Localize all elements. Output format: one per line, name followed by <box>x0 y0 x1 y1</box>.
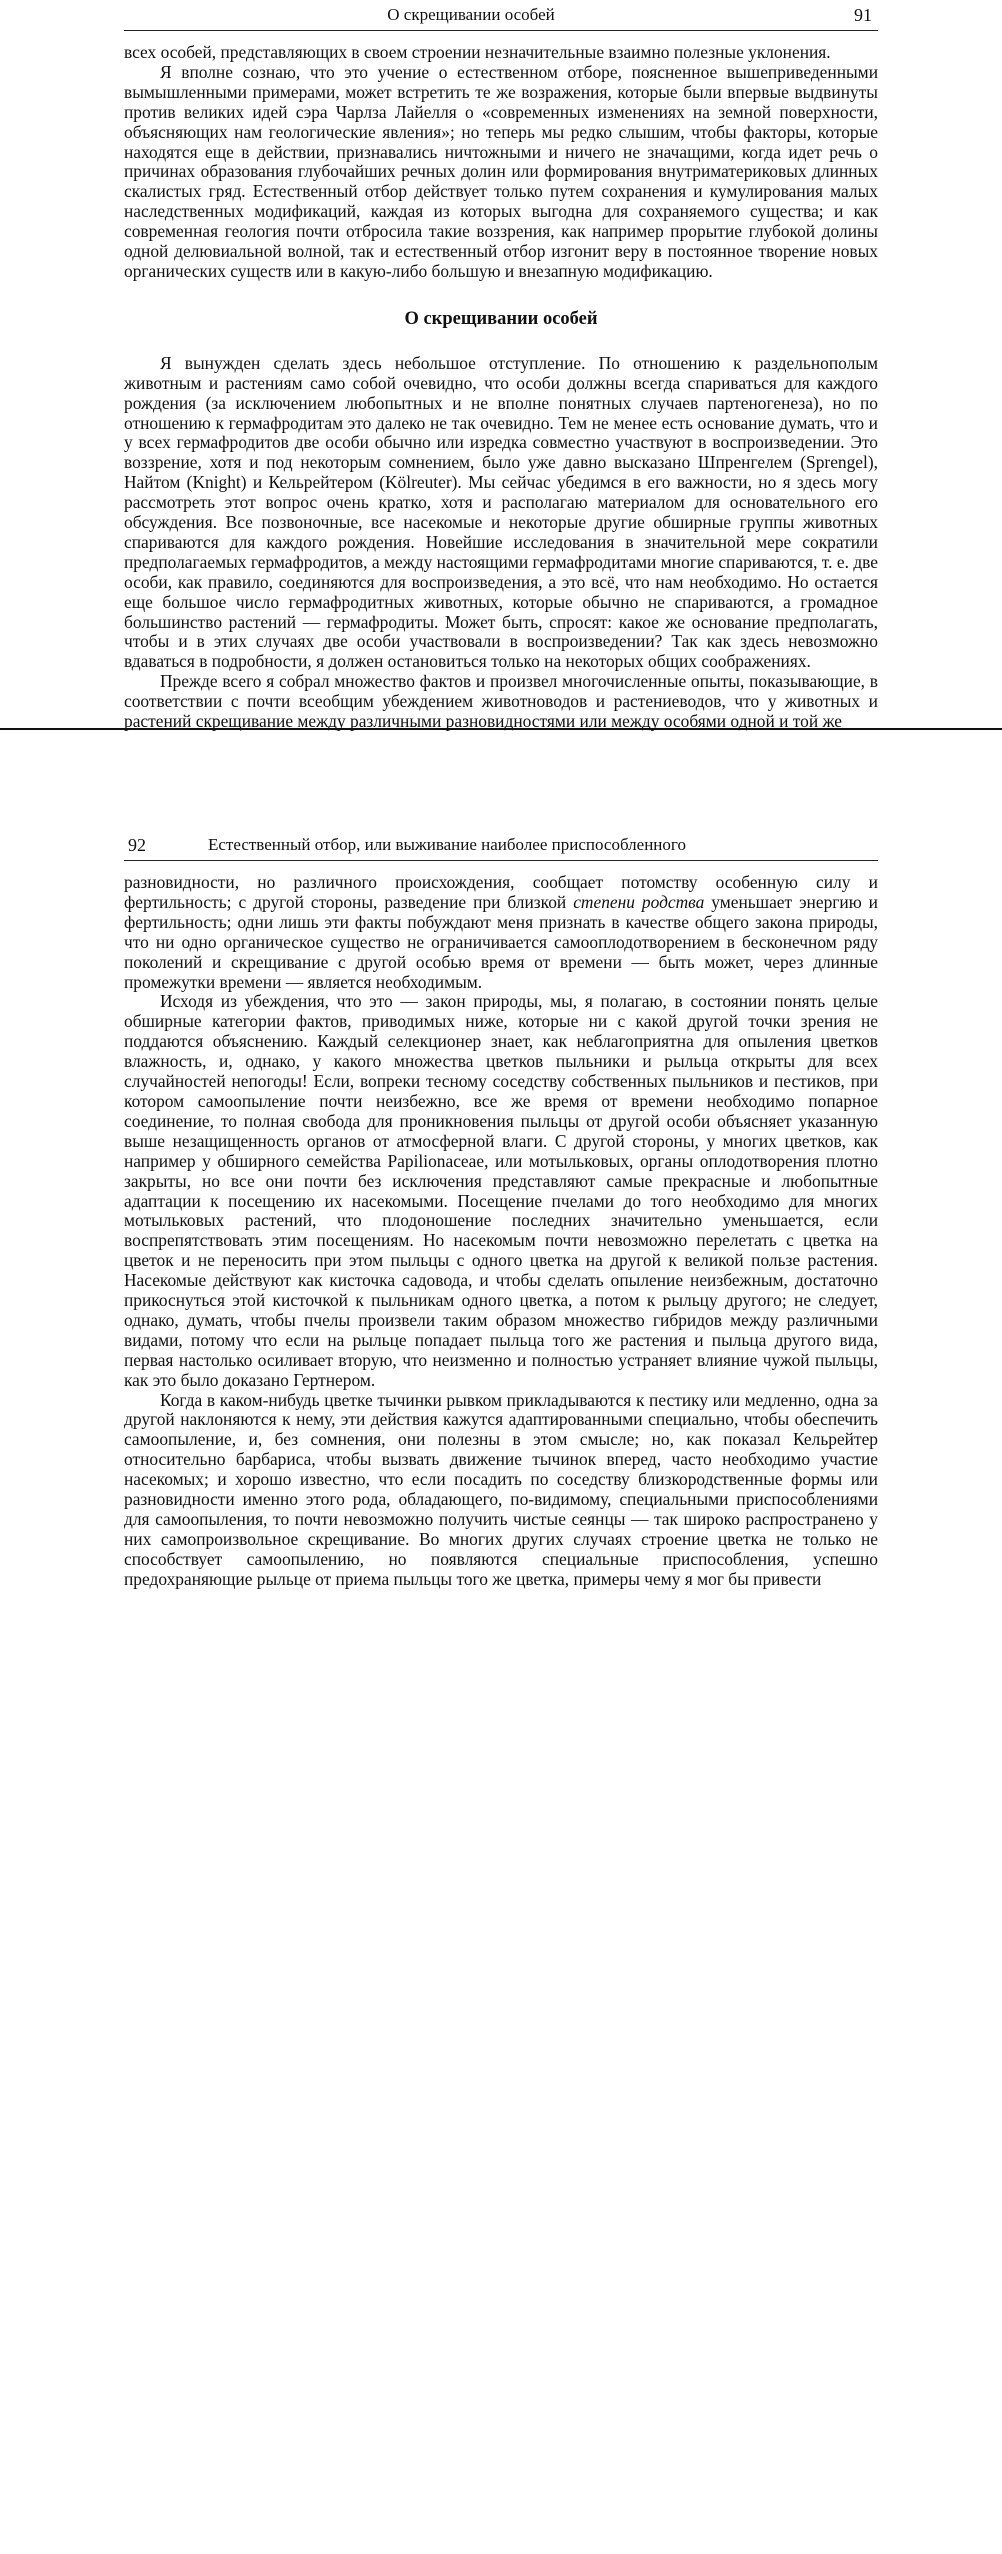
text-run: уменьшает энергию и фертильность; одни лишь эти факты побуждают меня признать в качестве общего закона природы, что ни одно органическое существо не ограничивается самооплодотворением в бесконечном ряду поколений и скрещивание с другой особью время от времени — быть может, через длинные промежутки времени — является необходимым. <box>124 891 878 992</box>
page-number: 92 <box>128 835 146 855</box>
section-heading: О скрещивании особей <box>404 308 598 329</box>
paragraph: Исходя из убеждения, что это — закон природы, мы, я полагаю, в состоянии понять целые обширные категории фактов, приводимых ниже, которые ни с какой другой точки зрения не поддаются объяснению. Каждый селекционер знает, как неблагоприятна для опыления цветков влажность, и, однако, у какого множества цветков пыльники и рыльца открыты для всех случайностей непогоды! Если, вопреки тесному соседству собственных пыльников и пестиков, при котором самоопыление почти неизбежно, все же время от времени необходимо попарное соединение, то полная свобода для проникновения пыльцы от другой особи объясняет указанную выше незащищенность органов от атмосферной влаги. С другой стороны, у многих цветков, как например у обширного семейства Papilionaceae, или мотыльковых, органы оплодотворения плотно закрыты, но все они почти без исключения представляют самые прекрасные и любопытные адаптации к посещению их насекомыми. Посещение пчелами до того необходимо для многих мотыльковых растений, что плодоношение последних значительно уменьшается, если воспрепятствовать этим посещениям. Но насекомым почти невозможно перелетать с цветка на цветок и не переносить при этом пыльцы с одного цветка на другой к великой пользе растения. Насекомые действуют как кисточка садовода, и чтобы сделать опыление неизбежным, достаточно прикоснуться этой кисточкой к пыльникам одного цветка, а потом к рыльцу другого; не следует, однако, думать, чтобы пчелы произвели таким образом множество гибридов между различными видами, потому что если на рыльце попадает пыльца того же растения и пыльца другого вида, первая настолько осиливает вторую, что неизменно и полностью устраняет влияние чужой пыльцы, как это было доказано Гертнером. <box>124 991 878 1390</box>
page-92 <box>124 830 878 1590</box>
paragraph: Когда в каком-нибудь цветке тычинки рывком прикладываются к пестику или медленно, одна за другой наклоняются к нему, эти действия кажутся адаптированными специально, чтобы обеспечить самоопыление, и, без сомнения, они полезны в этом смысле; но, как показал Кельрейтер относительно барбариса, чтобы вызвать движение тычинок вперед, часто необходимо участие насекомых; и хорошо известно, что если посадить по соседству близкородственные формы или разновидности именно этого рода, обладающего, по-видимому, специальными приспособлениями для самоопыления, то почти невозможно получить чистые сеянцы — так широко распространено у них самопроизвольное скрещивание. Во многих других случаях строение цветка не только не способствует самоопылению, но появляются специальные приспособления, успешно предохраняющие рыльце от приема пыльцы того же цветка, примеры чему я мог бы привести <box>124 1389 878 1589</box>
running-header-title: О скрещивании особей <box>387 5 555 24</box>
italic-text: степени родства <box>573 891 705 912</box>
paragraph: Я вынужден сделать здесь небольшое отступление. По отношению к раздельнополым животным и растениям само собой очевидно, что особи должны всегда спариваться для каждого рождения (за исключением любопытных и не вполне понятных случаев партеногенеза), но по отношению к гермафродитам это далеко не так очевидно. Тем не менее есть основание думать, что и у всех гермафродитов две особи обычно или изредка совместно участвуют в воспроизведении. Это воззрение, хотя и под некоторым сомнением, было уже давно высказано Шпренгелем (Sprengel), Найтом (Knight) и Кельрейтером (Kölreuter). Мы сейчас убедимся в его важности, но я здесь могу рассмотреть этот вопрос очень кратко, хотя и располагаю материалом для основательного его обсуждения. Все позвоночные, все насекомые и некоторые другие обширные группы животных спариваются для каждого рождения. Новейшие исследования в значительной мере сократили предполагаемых гермафродитов, а между настоящими гермафродитами многие спариваются, т. е. две особи, как правило, соединяются для воспроизведения, а это всё, что нам необходимо. Но остается еще большое число гермафродитных животных, которые обычно не спариваются, а громадное большинство растений — гермафродиты. Может быть, спросят: какое же основание предполагать, чтобы и в этих случаях две особи участвовали в воспроизведении? Так как здесь невозможно вдаваться в подробности, я должен остановиться только на некоторых общих соображениях. <box>124 352 878 672</box>
running-header <box>124 830 878 861</box>
running-header <box>124 0 878 31</box>
paragraph: Прежде всего я собрал множество фактов и произвел многочисленные опыты, показывающие, в соответствии с почти всеобщим убеждением животноводов и растениеводов, что у животных и растений скрещивание между различными разновидностями или между особями одной и той же <box>124 671 878 732</box>
paragraph: всех особей, представляющих в своем строении незначительные взаимно полезные уклонения. <box>124 42 831 62</box>
page-91 <box>124 0 878 732</box>
text-run: разновидности, но различного происхождения, сообщает потомству особенную силу и фертильность; с другой стороны, разведение при близкой <box>124 872 878 912</box>
paragraph <box>124 873 878 992</box>
paragraph: Я вполне сознаю, что это учение о естественном отборе, поясненное вышеприведенными вымышленными примерами, может встретить те же возражения, которые были впервые выдвинуты против великих идей сэра Чарлза Лайелля о «современных изменениях на земной поверхности, объясняющих нам геологические явления»; но теперь мы редко слышим, чтобы факторы, которые находятся еще в действии, признавались ничтожными и ничего не значащими, когда идет речь о причинах образования глубочайших речных долин или формирования внутриматериковых длинных скалистых гряд. Естественный отбор действует только путем сохранения и кумулирования малых наследственных модификаций, каждая из которых выгодна для сохраняемого существа; и как современная геология почти отбросила такие воззрения, как например прорытие глубокой долины одной делювиальной волной, так и естественный отбор изгонит веру в постоянное творение новых органических существ или в какую-либо большую и внезапную модификацию. <box>124 61 878 281</box>
page-number: 91 <box>854 5 872 25</box>
page-body <box>124 43 878 732</box>
page-separator <box>0 728 1002 730</box>
page-body <box>124 873 878 1590</box>
running-header-title: Естественный отбор, или выживание наиболее приспособленного <box>208 835 686 854</box>
